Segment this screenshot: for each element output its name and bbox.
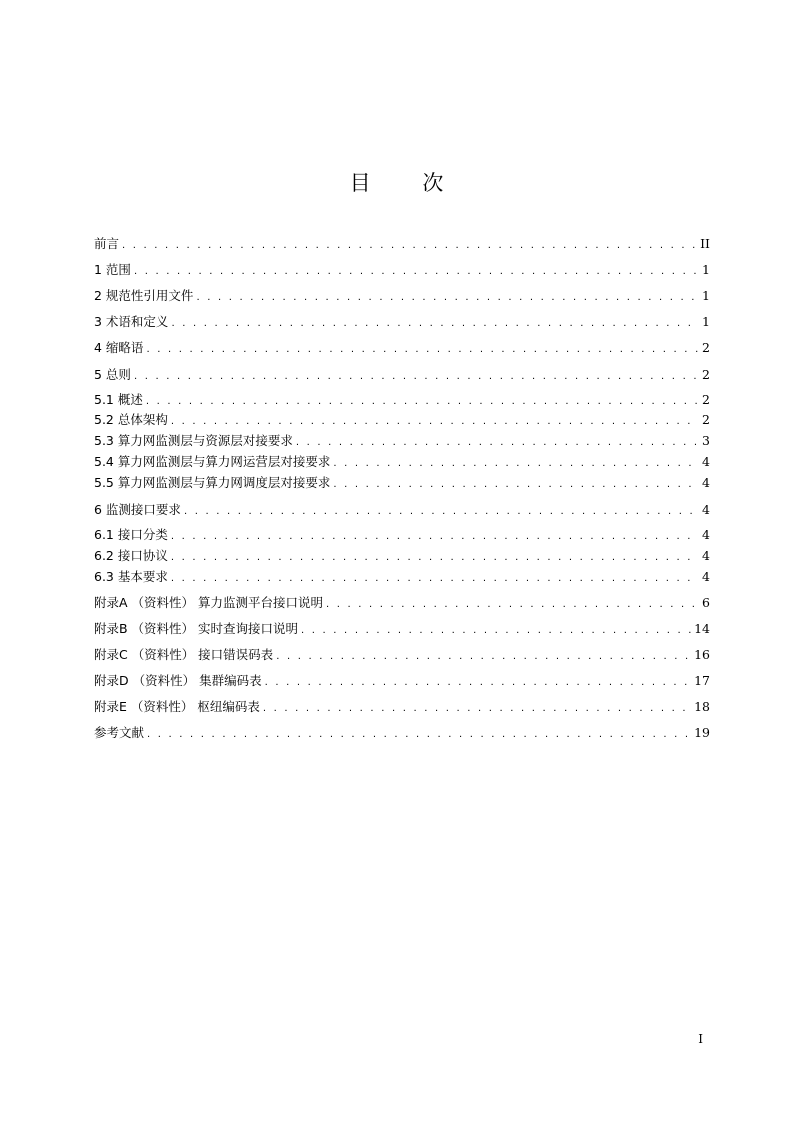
toc-dot-leader: [326, 597, 699, 613]
toc-entry-interface-protocol[interactable]: [94, 548, 710, 564]
toc-entry-page: 2: [702, 367, 710, 382]
toc-dot-leader: [263, 701, 691, 717]
toc-entry-page: 4: [702, 502, 710, 517]
toc-entry-page: 4: [702, 454, 710, 469]
toc-dot-leader: [171, 414, 699, 430]
toc-entry-label: 6.1 接口分类: [94, 527, 168, 542]
toc-dot-leader: [134, 369, 699, 385]
toc-entry-label: 5.3 算力网监测层与资源层对接要求: [94, 433, 293, 448]
toc-entry-page: 2: [702, 392, 710, 407]
toc-entry-overview[interactable]: [94, 392, 710, 408]
toc-entry-scope[interactable]: [94, 262, 710, 278]
toc-entry-label: 5.5 算力网监测层与算力网调度层对接要求: [94, 475, 331, 490]
toc-entry-scheduling-layer[interactable]: [94, 475, 710, 491]
toc-entry-normative-references[interactable]: [94, 288, 710, 304]
toc-dot-leader: [171, 316, 699, 332]
toc-dot-leader: [146, 394, 699, 410]
toc-entry-abbreviations[interactable]: [94, 340, 710, 356]
toc-entry-page: 6: [702, 595, 710, 610]
toc-dot-leader: [146, 342, 699, 358]
toc-entry-appendix-e[interactable]: [94, 699, 710, 715]
toc-entry-page: 19: [694, 725, 710, 740]
toc-entry-label: 附录C （资料性） 接口错误码表: [94, 647, 274, 662]
toc-entry-appendix-b[interactable]: [94, 621, 710, 637]
toc-entry-label: 5.2 总体架构: [94, 412, 168, 427]
toc-entry-label: 附录D （资料性） 集群编码表: [94, 673, 262, 688]
toc-entry-appendix-c[interactable]: [94, 647, 710, 663]
toc-entry-general[interactable]: [94, 367, 710, 383]
toc-entry-bibliography[interactable]: [94, 725, 710, 741]
toc-entry-label: 2 规范性引用文件: [94, 288, 194, 303]
toc-entry-page: 4: [702, 569, 710, 584]
toc-entry-page: 1: [702, 262, 710, 277]
toc-entry-label: 附录E （资料性） 枢纽编码表: [94, 699, 260, 714]
toc-entry-page: 4: [702, 548, 710, 563]
toc-entry-label: 4 缩略语: [94, 340, 144, 355]
toc-entry-page: 14: [694, 621, 710, 636]
toc-dot-leader: [276, 649, 691, 665]
toc-dot-leader: [171, 529, 699, 545]
toc-dot-leader: [171, 550, 699, 566]
toc-entry-basic-requirements[interactable]: [94, 569, 710, 585]
toc-entry-page: II: [700, 236, 710, 251]
toc-entry-page: 4: [702, 527, 710, 542]
toc-dot-leader: [184, 504, 699, 520]
toc-entry-architecture[interactable]: [94, 412, 710, 428]
toc-entry-operation-layer[interactable]: [94, 454, 710, 470]
page-title-char-1: 目: [349, 171, 371, 195]
toc-entry-label: 参考文献: [94, 725, 145, 740]
toc-entry-page: 1: [702, 314, 710, 329]
page-title-char-2: 次: [422, 171, 444, 195]
toc-entry-label: 附录A （资料性） 算力监测平台接口说明: [94, 595, 323, 610]
toc-entry-resource-layer[interactable]: [94, 433, 710, 449]
toc-dot-leader: [196, 290, 699, 306]
toc-dot-leader: [134, 264, 699, 280]
toc-dot-leader: [171, 571, 699, 587]
toc-entry-page: 4: [702, 475, 710, 490]
page-number: I: [698, 1032, 703, 1046]
toc-entry-label: 6 监测接口要求: [94, 502, 181, 517]
toc-entry-label: 6.3 基本要求: [94, 569, 168, 584]
toc-entry-label: 3 术语和定义: [94, 314, 169, 329]
toc-entry-appendix-d[interactable]: [94, 673, 710, 689]
toc-dot-leader: [333, 456, 699, 472]
toc-entry-page: 16: [694, 647, 710, 662]
toc-entry-label: 1 范围: [94, 262, 131, 277]
toc-entry-page: 1: [702, 288, 710, 303]
toc-dot-leader: [296, 435, 699, 451]
toc-entry-page: 2: [702, 340, 710, 355]
toc-entry-label: 附录B （资料性） 实时查询接口说明: [94, 621, 299, 636]
toc-dot-leader: [147, 727, 691, 743]
toc-entry-monitoring-interface[interactable]: [94, 502, 710, 518]
toc-entry-page: 3: [702, 433, 710, 448]
toc-entry-label: 5.1 概述: [94, 392, 143, 407]
toc-entry-label: 6.2 接口协议: [94, 548, 168, 563]
toc-dot-leader: [333, 477, 699, 493]
toc-entry-page: 2: [702, 412, 710, 427]
toc-dot-leader: [265, 675, 692, 691]
toc-dot-leader: [122, 238, 697, 254]
toc-entry-terms[interactable]: [94, 314, 710, 330]
toc-entry-page: 17: [694, 673, 710, 688]
toc-entry-foreword[interactable]: [94, 236, 710, 252]
toc-entry-label: 5.4 算力网监测层与算力网运营层对接要求: [94, 454, 331, 469]
toc-entry-page: 18: [694, 699, 710, 714]
toc-entry-label: 5 总则: [94, 367, 131, 382]
toc-entry-label: 前言: [94, 236, 120, 251]
toc-entry-interface-classification[interactable]: [94, 527, 710, 543]
toc-dot-leader: [301, 623, 691, 639]
toc-entry-appendix-a[interactable]: [94, 595, 710, 611]
